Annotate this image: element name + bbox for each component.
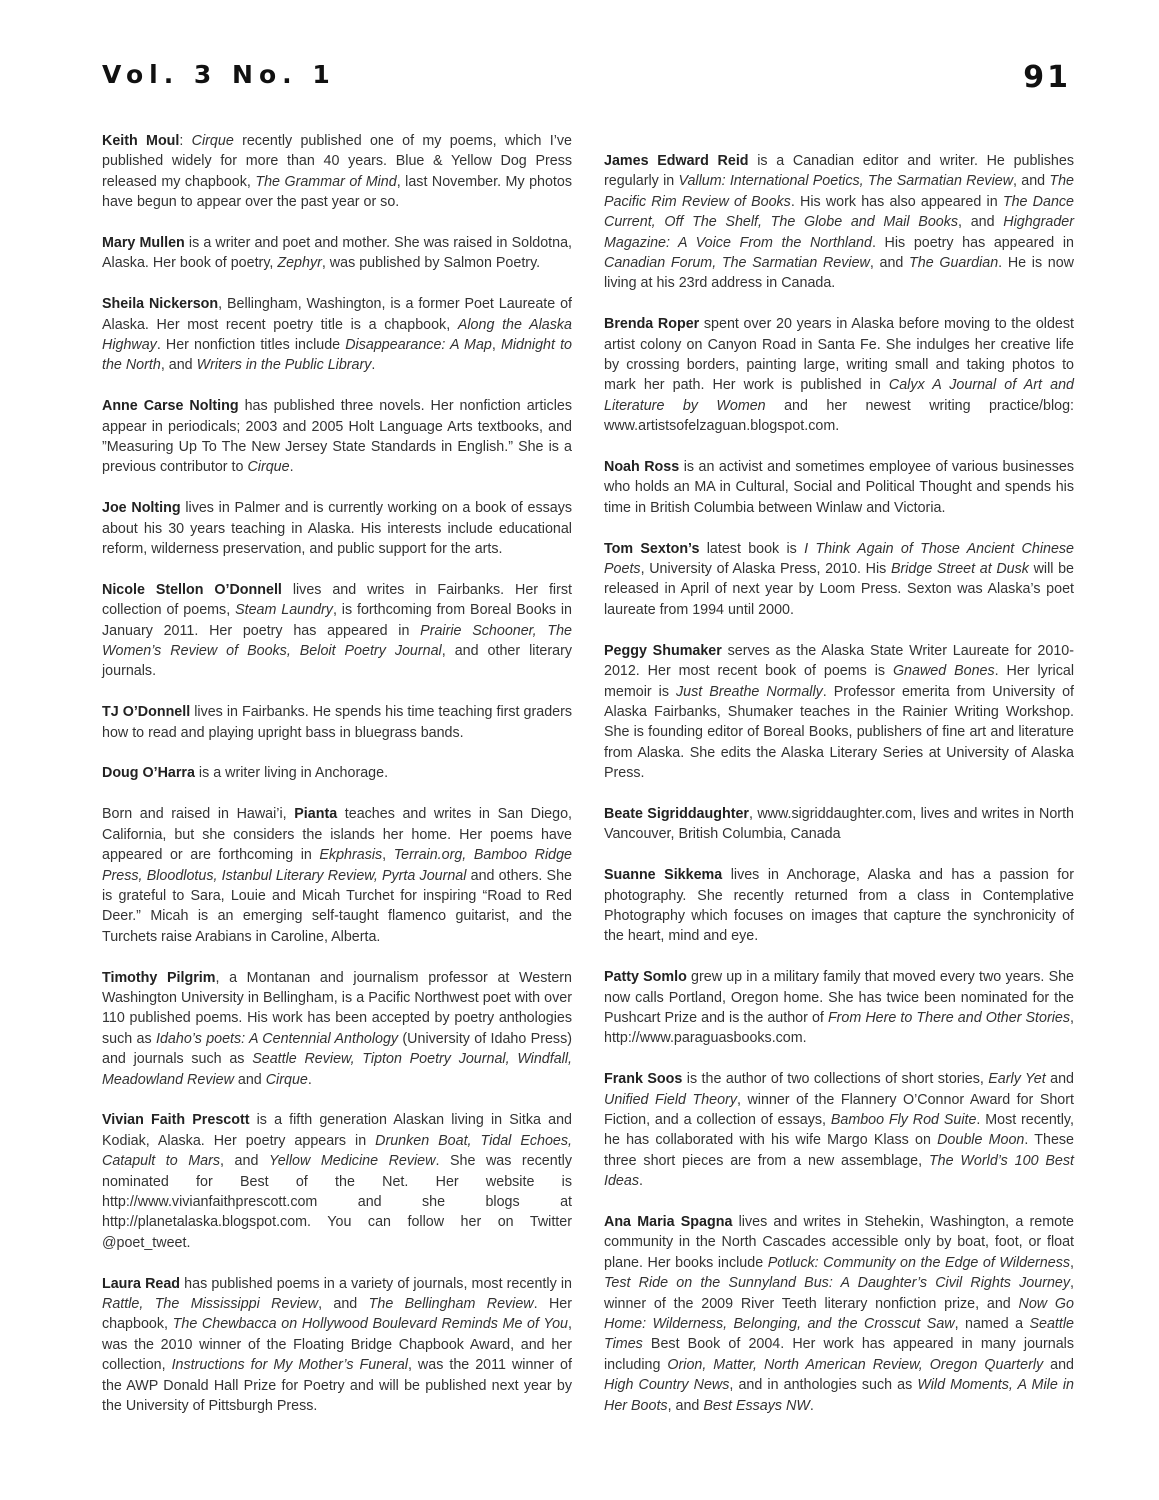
bio-text: is an activist and sometimes employee of various businesses who holds an MA in Cultural, Social and Political Thought and spends his time in British Columbia between Winlaw and Victoria. <box>604 459 1074 516</box>
bio-text: , and other literary journals. <box>102 643 573 680</box>
bio-text: is a fifth generation Alaskan living in Sitka and Kodiak, Alaska. Her poetry appears in <box>102 1112 572 1149</box>
bio-text: , and <box>1013 173 1050 190</box>
bio-text: . Her chapbook, <box>102 1295 573 1333</box>
bio-text: is a writer living in Anchorage. <box>194 765 389 782</box>
bio-text: , and <box>160 357 197 374</box>
contributor-bio <box>102 233 572 274</box>
title-text: Rattle, The Mississippi Review <box>102 1295 319 1312</box>
bio-text: grew up in a military family that moved every two years. She now calls Portland, Oregon home. She has twice been nominated for the Pushcart Prize and is the author of <box>604 969 1075 1026</box>
contributor-name: Frank Soos <box>604 1071 683 1088</box>
bio-text: , a Montanan and journalism professor at Western Washington University in Bellingham, is a Pacific Northwest poet with over 110 published poems. His work has been accepted by poetry anthologies such as <box>102 969 572 1047</box>
bio-text: . <box>371 357 376 374</box>
contributor-bio <box>102 763 572 783</box>
bio-text: , last November. My photos have begun to appear over the past year or so. <box>102 173 572 211</box>
title-text: From Here to There and Other Stories <box>827 1009 1071 1026</box>
title-text: Instructions for My Mother’s Funeral <box>171 1357 408 1374</box>
bio-text: , was published by Salmon Poetry. <box>321 255 541 272</box>
bio-text: , and in anthologies such as <box>729 1377 918 1394</box>
bio-text: . Professor emerita from University of Alaska Fairbanks, Shumaker teaches in the Rainier Writing Workshop. She is founding editor of Boreal Books, publishers of fine art and literature from Alaska. She edits the Alaska Literary Series at University of Alaska Press. <box>604 683 1074 782</box>
title-text: Midnight to the North <box>102 337 572 374</box>
contributor-bio <box>604 1069 1074 1191</box>
bio-text: and <box>1045 1071 1075 1088</box>
bio-text: , and <box>220 1153 269 1170</box>
contributor-bio <box>102 498 572 559</box>
bio-text: . These three short pieces are from a new assemblage, <box>604 1132 1075 1169</box>
bio-text: , and <box>667 1397 704 1414</box>
contributor-bio <box>604 457 1074 518</box>
bio-text: , winner of the Flannery O’Connor Award for Short Fiction, and a collection of essays, <box>604 1091 1074 1128</box>
title-text: Double Moon <box>937 1132 1025 1149</box>
bio-text: , <box>1070 1254 1074 1271</box>
bio-text: . His poetry has appeared in <box>871 234 1074 251</box>
bio-text: . His work has also appeared in <box>790 193 1003 210</box>
bio-text: . <box>638 1173 643 1190</box>
bio-text: , <box>491 337 501 354</box>
bio-text: is a Canadian editor and writer. He publishes regularly in <box>604 153 1074 190</box>
bio-text: , Bellingham, Washington, is a former Poet Laureate of Alaska. Her most recent poetry title is a chapbook, <box>102 296 572 333</box>
contributor-bio <box>604 151 1074 294</box>
contributor-name: Brenda Roper <box>604 316 700 333</box>
title-text: Steam Laundry <box>235 602 333 619</box>
contributor-name: Peggy Shumaker <box>604 642 722 659</box>
bio-text: has published three novels. Her nonfiction articles appear in periodicals; 2003 and 2005 Holt Language Arts textbooks, and ”Measuring Up To The New Jersey State Standards in English.” She is a previous contributor to <box>102 398 572 476</box>
contributor-name: Suanne Sikkema <box>604 867 723 884</box>
bio-text: lives in Anchorage, Alaska and has a passion for photography. She recently returned from a class in Contemplative Photography which focuses on images that capture the synchronicity of the heart, mind and eye. <box>604 867 1074 945</box>
bio-text: . She was recently nominated for Best of the Net. Her website is http://www.vivianfaithprescott.com and she blogs at http://planetalaska.blogspot.com. You can follow her on Twitter @poet_tweet. <box>102 1153 572 1251</box>
page-number: 91 <box>1023 60 1071 95</box>
title-text: The Dance Current, Off The Shelf, The Globe and Mail Books <box>604 193 1075 231</box>
bio-text: . Her nonfiction titles include <box>156 337 346 354</box>
title-text: Zephyr <box>277 255 322 272</box>
title-text: The Grammar of Mind <box>255 173 397 190</box>
bio-text: is a writer and poet and mother. She was raised in Soldotna, Alaska. Her book of poetry, <box>102 235 572 272</box>
contributor-bio <box>102 580 572 682</box>
contributor-name: Mary Mullen <box>102 235 185 252</box>
title-text: Highgrader Magazine: A Voice From the Northland <box>604 214 1074 251</box>
contributor-name: Beate Sigriddaughter <box>604 805 749 822</box>
title-text: Ekphrasis <box>319 847 383 864</box>
contributor-bio <box>102 1274 572 1417</box>
right-column <box>604 151 1074 1436</box>
title-text: Best Essays NW <box>703 1397 810 1414</box>
title-text: Prairie Schooner, The Women’s Review of Books, Beloit Poetry Journal <box>102 622 572 660</box>
bio-text: , University of Alaska Press, 2010. His <box>640 561 891 578</box>
title-text: I Think Again of Those Ancient Chinese Poets <box>604 540 1075 578</box>
title-text: The Bellingham Review <box>368 1295 534 1312</box>
bio-text: . Her lyrical memoir is <box>604 663 1074 700</box>
title-text: The Guardian <box>909 255 999 272</box>
contributor-name: Joe Nolting <box>102 500 181 517</box>
contributor-name: TJ O’Donnell <box>102 704 191 721</box>
bio-text: lives and writes in Fairbanks. Her first collection of poems, <box>102 581 572 619</box>
title-text: Potluck: Community on the Edge of Wilderness <box>767 1254 1071 1271</box>
bio-text: and <box>1043 1356 1075 1373</box>
title-text: Wild Moments, A Mile in Her Boots <box>604 1377 1074 1414</box>
bio-text: will be released in April of next year by Loom Press. Sexton was Alaska’s poet laureate from 1994 until 2000. <box>604 561 1074 618</box>
bio-text: and others. She is grateful to Sara, Louie and Micah Turchet for inspiring “Road to Red Deer.” Micah is an emerging self-taught flamenco guitarist, and the Turchets raise Arabians in Caroline, Alberta. <box>102 867 572 945</box>
bio-text: : <box>179 133 192 149</box>
title-text: Writers in the Public Library <box>196 357 372 374</box>
contributor-name: Pianta <box>294 806 338 823</box>
bio-text: . <box>307 1071 312 1088</box>
title-text: Gnawed Bones <box>892 663 995 680</box>
bio-text: and her newest writing practice/blog: www.artistsofelzaguan.blogspot.com. <box>604 397 1074 435</box>
bio-text: , and <box>318 1295 369 1312</box>
bio-text: (University of Idaho Press) and journals such as <box>102 1030 572 1068</box>
bio-text: . He is now living at his 23rd address in Canada. <box>604 255 1074 292</box>
title-text: The Chewbacca on Hollywood Boulevard Reminds Me of You <box>172 1316 569 1333</box>
title-text: Along the Alaska Highway <box>102 316 572 354</box>
contributor-name: Sheila Nickerson <box>102 296 219 313</box>
contributor-name: Laura Read <box>102 1275 181 1292</box>
contributor-bio <box>604 865 1074 947</box>
title-text: High Country News <box>604 1377 730 1394</box>
title-text: Orion, Matter, North American Review, Oregon Quarterly <box>667 1356 1044 1373</box>
title-text: Idaho’s poets: A Centennial Anthology <box>156 1030 399 1047</box>
title-text: The World’s 100 Best Ideas <box>604 1152 1074 1190</box>
title-text: Early Yet <box>988 1071 1046 1088</box>
bio-text: , was the 2011 winner of the AWP Donald Hall Prize for Poetry and will be published next year by the University of Pittsburgh Press. <box>102 1357 572 1415</box>
bio-text: lives in Fairbanks. He spends his time teaching first graders how to read and playing upright bass in bluegrass bands. <box>102 704 573 741</box>
title-text: Bridge Street at Dusk <box>890 561 1029 578</box>
title-text: Test Ride on the Sunnyland Bus: A Daughter’s Civil Rights Journey <box>604 1275 1071 1292</box>
contributor-name: Ana Maria Spagna <box>604 1213 733 1230</box>
bio-text: and <box>233 1071 266 1088</box>
contributor-name: Patty Somlo <box>604 969 687 986</box>
contributor-bio <box>604 967 1074 1049</box>
title-text: Unified Field Theory <box>604 1091 737 1108</box>
contributor-bio <box>102 702 572 743</box>
contributor-name: Timothy Pilgrim <box>102 969 216 986</box>
bio-text: . Most recently, he has collaborated with his wife Margo Klass on <box>604 1111 1074 1149</box>
title-text: Calyx A Journal of Art and Literature by Women <box>604 377 1074 414</box>
bio-text: has published poems in a variety of journals, most recently in <box>180 1275 572 1292</box>
contributor-bio <box>102 294 572 376</box>
title-text: Bamboo Fly Rod Suite <box>830 1111 977 1128</box>
bio-text: , http://www.paraguasbooks.com. <box>604 1009 1075 1047</box>
title-text: Disappearance: A Map <box>345 337 492 354</box>
bio-text: . <box>289 459 294 476</box>
title-text: Seattle Times <box>604 1316 1074 1353</box>
bio-text: latest book is <box>699 540 805 557</box>
contributor-name: Nicole Stellon O’Donnell <box>102 581 282 598</box>
contributor-bio <box>604 804 1074 845</box>
bio-text: , <box>382 847 394 864</box>
bio-text: spent over 20 years in Alaska before moving to the oldest artist colony on Canyon Road in Santa Fe. She indulges her creative life by crossing borders, painting large, writing small and taking photos to mark her path. Her work is published in <box>604 316 1074 394</box>
contributor-name: Tom Sexton’s <box>604 540 700 557</box>
title-text: Canadian Forum, The Sarmatian Review <box>604 255 870 272</box>
contributor-bio <box>102 968 572 1090</box>
contributor-bio <box>604 1212 1074 1416</box>
contributor-bio <box>102 396 572 478</box>
contributor-name: Doug O’Harra <box>102 765 195 782</box>
contributor-bio <box>102 131 572 213</box>
contributor-name: Noah Ross <box>604 459 680 476</box>
bio-text: , www.sigriddaughter.com, lives and writes in North Vancouver, British Columbia, Canada <box>604 805 1074 843</box>
bio-text: . <box>809 1397 814 1414</box>
contributor-bio <box>102 1110 572 1253</box>
bio-text: , is forthcoming from Boreal Books in January 2011. Her poetry has appeared in <box>102 602 573 639</box>
title-text: Cirque <box>265 1071 308 1088</box>
title-text: The Pacific Rim Review of Books <box>604 173 1074 210</box>
bio-text: serves as the Alaska State Writer Laureate for 2010-2012. Her most recent book of poems is <box>604 642 1074 680</box>
contributor-bio <box>604 641 1074 784</box>
volume-header: Vol. 3 No. 1 <box>102 60 336 89</box>
title-text: Cirque <box>191 133 234 149</box>
bio-text: is the author of two collections of short stories, <box>682 1071 989 1088</box>
title-text: Vallum: International Poetics, The Sarmatian Review <box>678 173 1014 190</box>
contributor-bio <box>604 539 1074 621</box>
contributor-bio <box>102 804 572 947</box>
title-text: Now Go Home: Wilderness, Belonging, and the Crosscut Saw <box>604 1295 1074 1333</box>
bio-text: Best Book of 2004. Her work has appeared in many journals including <box>604 1336 1074 1373</box>
bio-text: , winner of the 2009 River Teeth literary nonfiction prize, and <box>604 1275 1074 1312</box>
bio-text: , and <box>869 255 910 272</box>
bio-text: , was the 2010 winner of the Floating Bridge Chapbook Award, and her collection, <box>102 1316 572 1374</box>
bio-text: recently published one of my poems, which I’ve published widely for more than 40 years. Blue & Yellow Dog Press released my chapbook, <box>102 133 572 190</box>
contributor-name: Anne Carse Nolting <box>102 398 239 415</box>
contributor-name: Keith Moul <box>102 133 180 149</box>
contributor-bio <box>604 314 1074 436</box>
title-text: Seattle Review, Tipton Poetry Journal, Windfall, Meadowland Review <box>102 1051 573 1088</box>
title-text: Terrain.org, Bamboo Ridge Press, Bloodlotus, Istanbul Literary Review, Pyrta Journal <box>102 847 572 884</box>
title-text: Drunken Boat, Tidal Echoes, Catapult to Mars <box>102 1132 572 1170</box>
left-column <box>102 131 572 1437</box>
bio-text: , named a <box>954 1316 1030 1333</box>
contributor-name: James Edward Reid <box>604 153 749 169</box>
bio-text: lives in Palmer and is currently working on a book of essays about his 30 years teaching in Alaska. His interests include educational reform, wilderness preservation, and public support for the arts. <box>102 500 573 558</box>
bio-text: , and <box>958 214 1004 231</box>
title-text: Cirque <box>247 459 290 476</box>
bio-text: lives and writes in Stehekin, Washington, a remote community in the North Cascades accessible only by boat, foot, or float plane. Her books include <box>604 1213 1074 1271</box>
bio-text: teaches and writes in San Diego, California, but she considers the islands her home. Her poems have appeared or are forthcoming in <box>102 806 572 864</box>
contributor-name: Vivian Faith Prescott <box>102 1112 250 1129</box>
title-text: Yellow Medicine Review <box>268 1153 436 1170</box>
title-text: Just Breathe Normally <box>676 683 823 700</box>
bio-text: Born and raised in Hawai’i, <box>102 806 295 823</box>
